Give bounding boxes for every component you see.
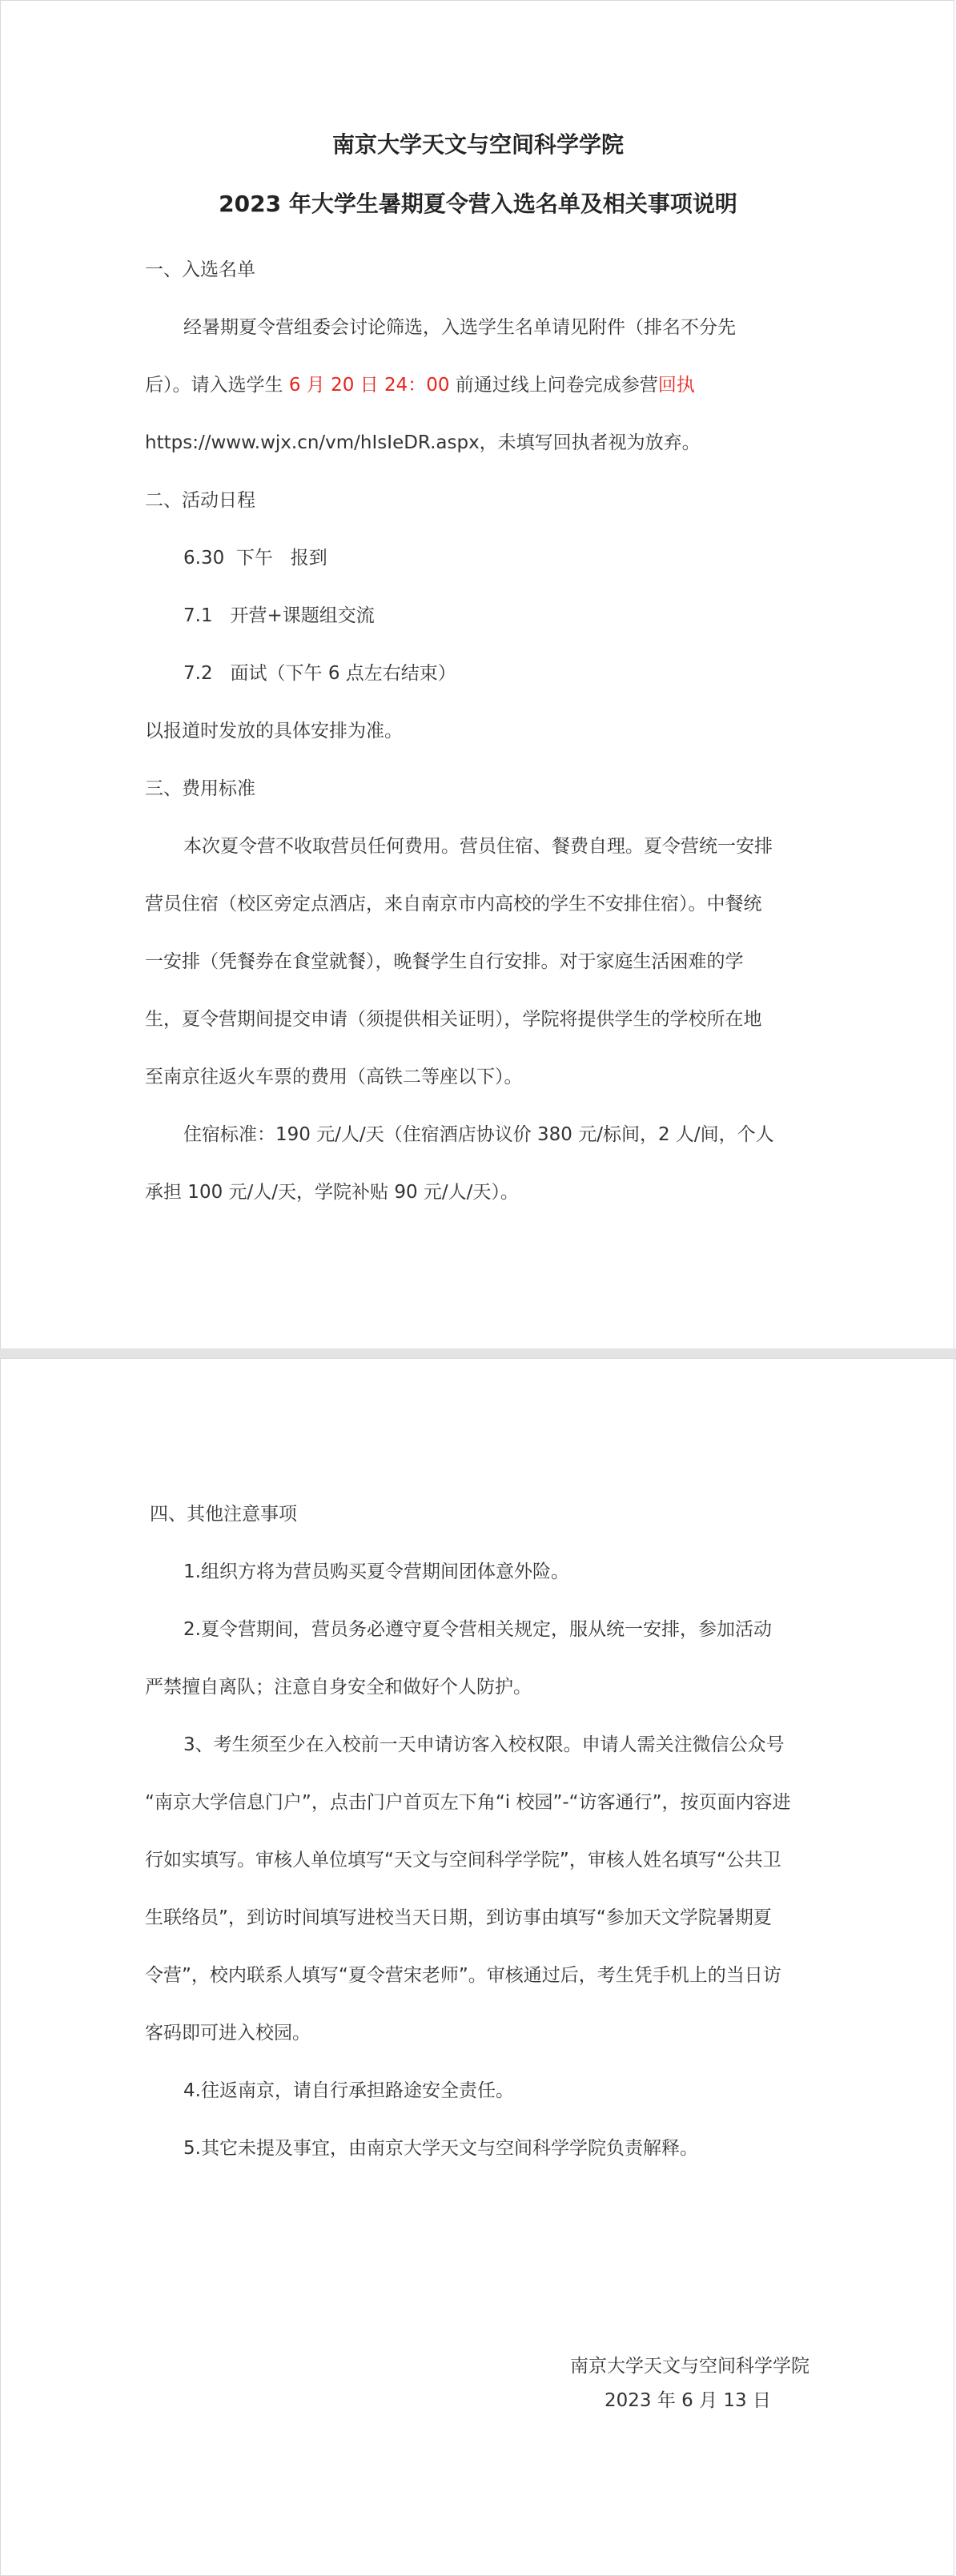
signature-organization: 南京大学天文与空间科学学院 (570, 2356, 809, 2377)
notice-item-3-line-5: 令营”，校内联系人填写“夏令营宋老师”。审核通过后，考生凭手机上的当日访 (145, 1965, 781, 1986)
notice-item-3-line-3: 行如实填写。审核人单位填写“天文与空间科学学院”，审核人姓名填写“公共卫 (145, 1850, 781, 1871)
p2-before: 后）。请入选学生 (145, 375, 289, 396)
fee-paragraph-line-2: 营员住宿（校区旁定点酒店，来自南京市内高校的学生不安排住宿）。中餐统 (145, 894, 762, 914)
lodging-standard-line-2: 承担 100 元/人/天，学院补贴 90 元/人/天）。 (145, 1182, 519, 1203)
title-line-2: 2023 年大学生暑期夏令营入选名单及相关事项说明 (219, 191, 737, 217)
schedule-note: 以报道时发放的具体安排为准。 (145, 721, 403, 741)
fee-paragraph-line-5: 至南京往返火车票的费用（高铁二等座以下）。 (145, 1067, 523, 1087)
section-1-paragraph-line-1: 经暑期夏令营组委会讨论筛选，入选学生名单请见附件（排名不分先 (183, 317, 736, 338)
lodging-standard-line-1: 住宿标准：190 元/人/天（住宿酒店协议价 380 元/标间，2 人/间，个人 (183, 1124, 774, 1145)
schedule-item-2: 7.1 开营+课题组交流 (183, 605, 375, 626)
receipt-link-text[interactable]: 回执 (657, 375, 695, 396)
title-line-1: 南京大学天文与空间科学学院 (331, 131, 624, 158)
notice-item-3-line-2: “南京大学信息门户”，点击门户首页左下角“i 校园”-“访客通行”，按页面内容进 (145, 1792, 791, 1813)
notice-item-4: 4.往返南京，请自行承担路途安全责任。 (183, 2080, 514, 2101)
notice-item-3-line-4: 生联络员”，到访时间填写进校当天日期，到访事由填写“参加天文学院暑期夏 (145, 1907, 772, 1928)
section-3-heading: 三、费用标准 (145, 778, 255, 799)
notice-item-3-line-1: 3、考生须至少在入校前一天申请访客入校权限。申请人需关注微信公众号 (183, 1734, 785, 1755)
schedule-item-3: 7.2 面试（下午 6 点左右结束） (183, 663, 456, 684)
section-1-heading: 一、入选名单 (145, 259, 255, 280)
section-2-heading: 二、活动日程 (145, 490, 255, 511)
signature-date: 2023 年 6 月 13 日 (605, 2390, 771, 2411)
section-4-heading: 四、其他注意事项 (150, 1504, 297, 1525)
deadline-text: 6 月 20 日 24：00 (288, 375, 450, 396)
notice-item-1: 1.组织方将为营员购买夏令营期间团体意外险。 (183, 1561, 569, 1582)
schedule-item-1: 6.30 下午 报到 (183, 548, 327, 569)
fee-paragraph-line-1: 本次夏令营不收取营员任何费用。营员住宿、餐费自理。夏令营统一安排 (183, 836, 773, 857)
fee-paragraph-line-3: 一安排（凭餐券在食堂就餐），晚餐学生自行安排。对于家庭生活困难的学 (145, 951, 744, 972)
notice-item-2-line-2: 严禁擅自离队；注意自身安全和做好个人防护。 (145, 1677, 532, 1698)
p2-middle: 前通过线上问卷完成参营 (449, 375, 658, 396)
notice-item-3-line-6: 客码即可进入校园。 (145, 2023, 311, 2044)
notice-item-5: 5.其它未提及事宜，由南京大学天文与空间科学学院负责解释。 (183, 2138, 698, 2159)
fee-paragraph-line-4: 生，夏令营期间提交申请（须提供相关证明），学院将提供学生的学校所在地 (145, 1009, 762, 1030)
questionnaire-url[interactable]: https://www.wjx.cn/vm/hIsIeDR.aspx，未填写回执者视为放弃。 (145, 432, 701, 453)
section-1-paragraph-line-2 (145, 373, 695, 397)
notice-item-2-line-1: 2.夏令营期间，营员务必遵守夏令营相关规定，服从统一安排，参加活动 (183, 1619, 772, 1640)
